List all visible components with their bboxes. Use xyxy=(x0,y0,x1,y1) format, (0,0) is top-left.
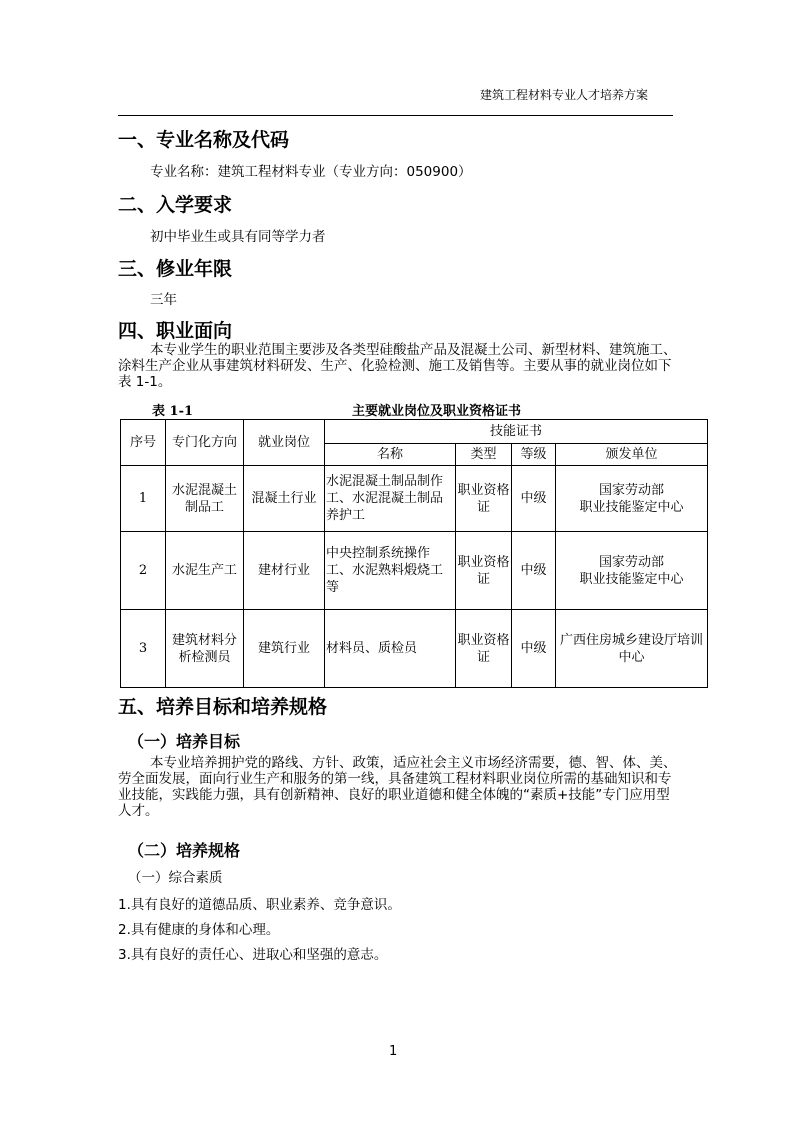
subsection-2-heading: （二）培养规格 xyxy=(128,841,241,860)
table-row xyxy=(121,466,708,532)
table-row xyxy=(121,610,708,688)
list-item: 3.具有良好的责任心、进取心和坚强的意志。 xyxy=(118,947,388,963)
jobs-table xyxy=(120,419,708,688)
cell-no: 2 xyxy=(121,532,166,610)
header-cert-group: 技能证书 xyxy=(325,420,708,444)
cell-level: 中级 xyxy=(512,532,556,610)
header-level: 等级 xyxy=(512,444,556,466)
cell-direction: 水泥混凝土制品工 xyxy=(166,466,244,532)
subsection-1-heading: （一）培养目标 xyxy=(128,732,241,751)
cell-level: 中级 xyxy=(512,610,556,688)
cell-issuer: 广西住房城乡建设厅培训中心 xyxy=(556,610,708,688)
table-caption-number: 表 1-1 xyxy=(152,404,194,419)
subsection-1-body: 本专业培养拥护党的路线、方针、政策，适应社会主义市场经济需要，德、智、体、美、劳全面发展，面向行业生产和服务的第一线，具备建筑工程材料职业岗位所需的基础知识和专业技能，实践能力强，具有创新精神、良好的职业道德和健全体魄的“素质+技能”专门应用型人才。 xyxy=(118,755,677,819)
quality-group-title: （一）综合素质 xyxy=(128,870,223,886)
header-type: 类型 xyxy=(456,444,512,466)
cell-post: 建材行业 xyxy=(244,532,325,610)
cell-type: 职业资格证 xyxy=(456,532,512,610)
table-caption-title: 主要就业岗位及职业资格证书 xyxy=(352,404,522,419)
cell-post: 混凝土行业 xyxy=(244,466,325,532)
section-4-heading: 四、职业面向 xyxy=(118,320,233,342)
cell-no: 1 xyxy=(121,466,166,532)
section-2-body: 初中毕业生或具有同等学力者 xyxy=(150,229,326,245)
cell-direction: 建筑材料分析检测员 xyxy=(166,610,244,688)
header-direction: 专门化方向 xyxy=(166,420,244,466)
list-item: 1.具有良好的道德品质、职业素养、竞争意识。 xyxy=(118,897,401,913)
header-divider xyxy=(118,115,673,116)
cell-post: 建筑行业 xyxy=(244,610,325,688)
section-5-heading: 五、培养目标和培养规格 xyxy=(118,696,328,718)
cell-issuer: 国家劳动部 职业技能鉴定中心 xyxy=(556,532,708,610)
section-3-body: 三年 xyxy=(150,292,177,308)
list-item: 2.具有健康的身体和心理。 xyxy=(118,922,280,938)
cell-direction: 水泥生产工 xyxy=(166,532,244,610)
cell-name: 中央控制系统操作工、水泥熟料煅烧工等 xyxy=(325,532,456,610)
page-number: 1 xyxy=(389,1044,398,1059)
cell-name: 材料员、质检员 xyxy=(325,610,456,688)
page-header-title: 建筑工程材料专业人才培养方案 xyxy=(480,88,649,102)
section-4-body: 本专业学生的职业范围主要涉及各类型硅酸盐产品及混凝土公司、新型材料、建筑施工、涂料生产企业从事建筑材料研发、生产、化验检测、施工及销售等。主要从事的就业岗位如下表 1-1。 xyxy=(118,342,677,390)
header-issuer: 颁发单位 xyxy=(556,444,708,466)
cell-name: 水泥混凝土制品制作工、水泥混凝土制品养护工 xyxy=(325,466,456,532)
cell-level: 中级 xyxy=(512,466,556,532)
table-row xyxy=(121,532,708,610)
section-1-body: 专业名称：建筑工程材料专业（专业方向：050900） xyxy=(150,164,472,180)
cell-type: 职业资格证 xyxy=(456,610,512,688)
header-post: 就业岗位 xyxy=(244,420,325,466)
header-no: 序号 xyxy=(121,420,166,466)
cell-type: 职业资格证 xyxy=(456,466,512,532)
section-3-heading: 三、修业年限 xyxy=(118,258,233,280)
header-name: 名称 xyxy=(325,444,456,466)
cell-issuer: 国家劳动部 职业技能鉴定中心 xyxy=(556,466,708,532)
cell-no: 3 xyxy=(121,610,166,688)
section-1-heading: 一、专业名称及代码 xyxy=(118,129,290,151)
section-2-heading: 二、入学要求 xyxy=(118,194,233,216)
